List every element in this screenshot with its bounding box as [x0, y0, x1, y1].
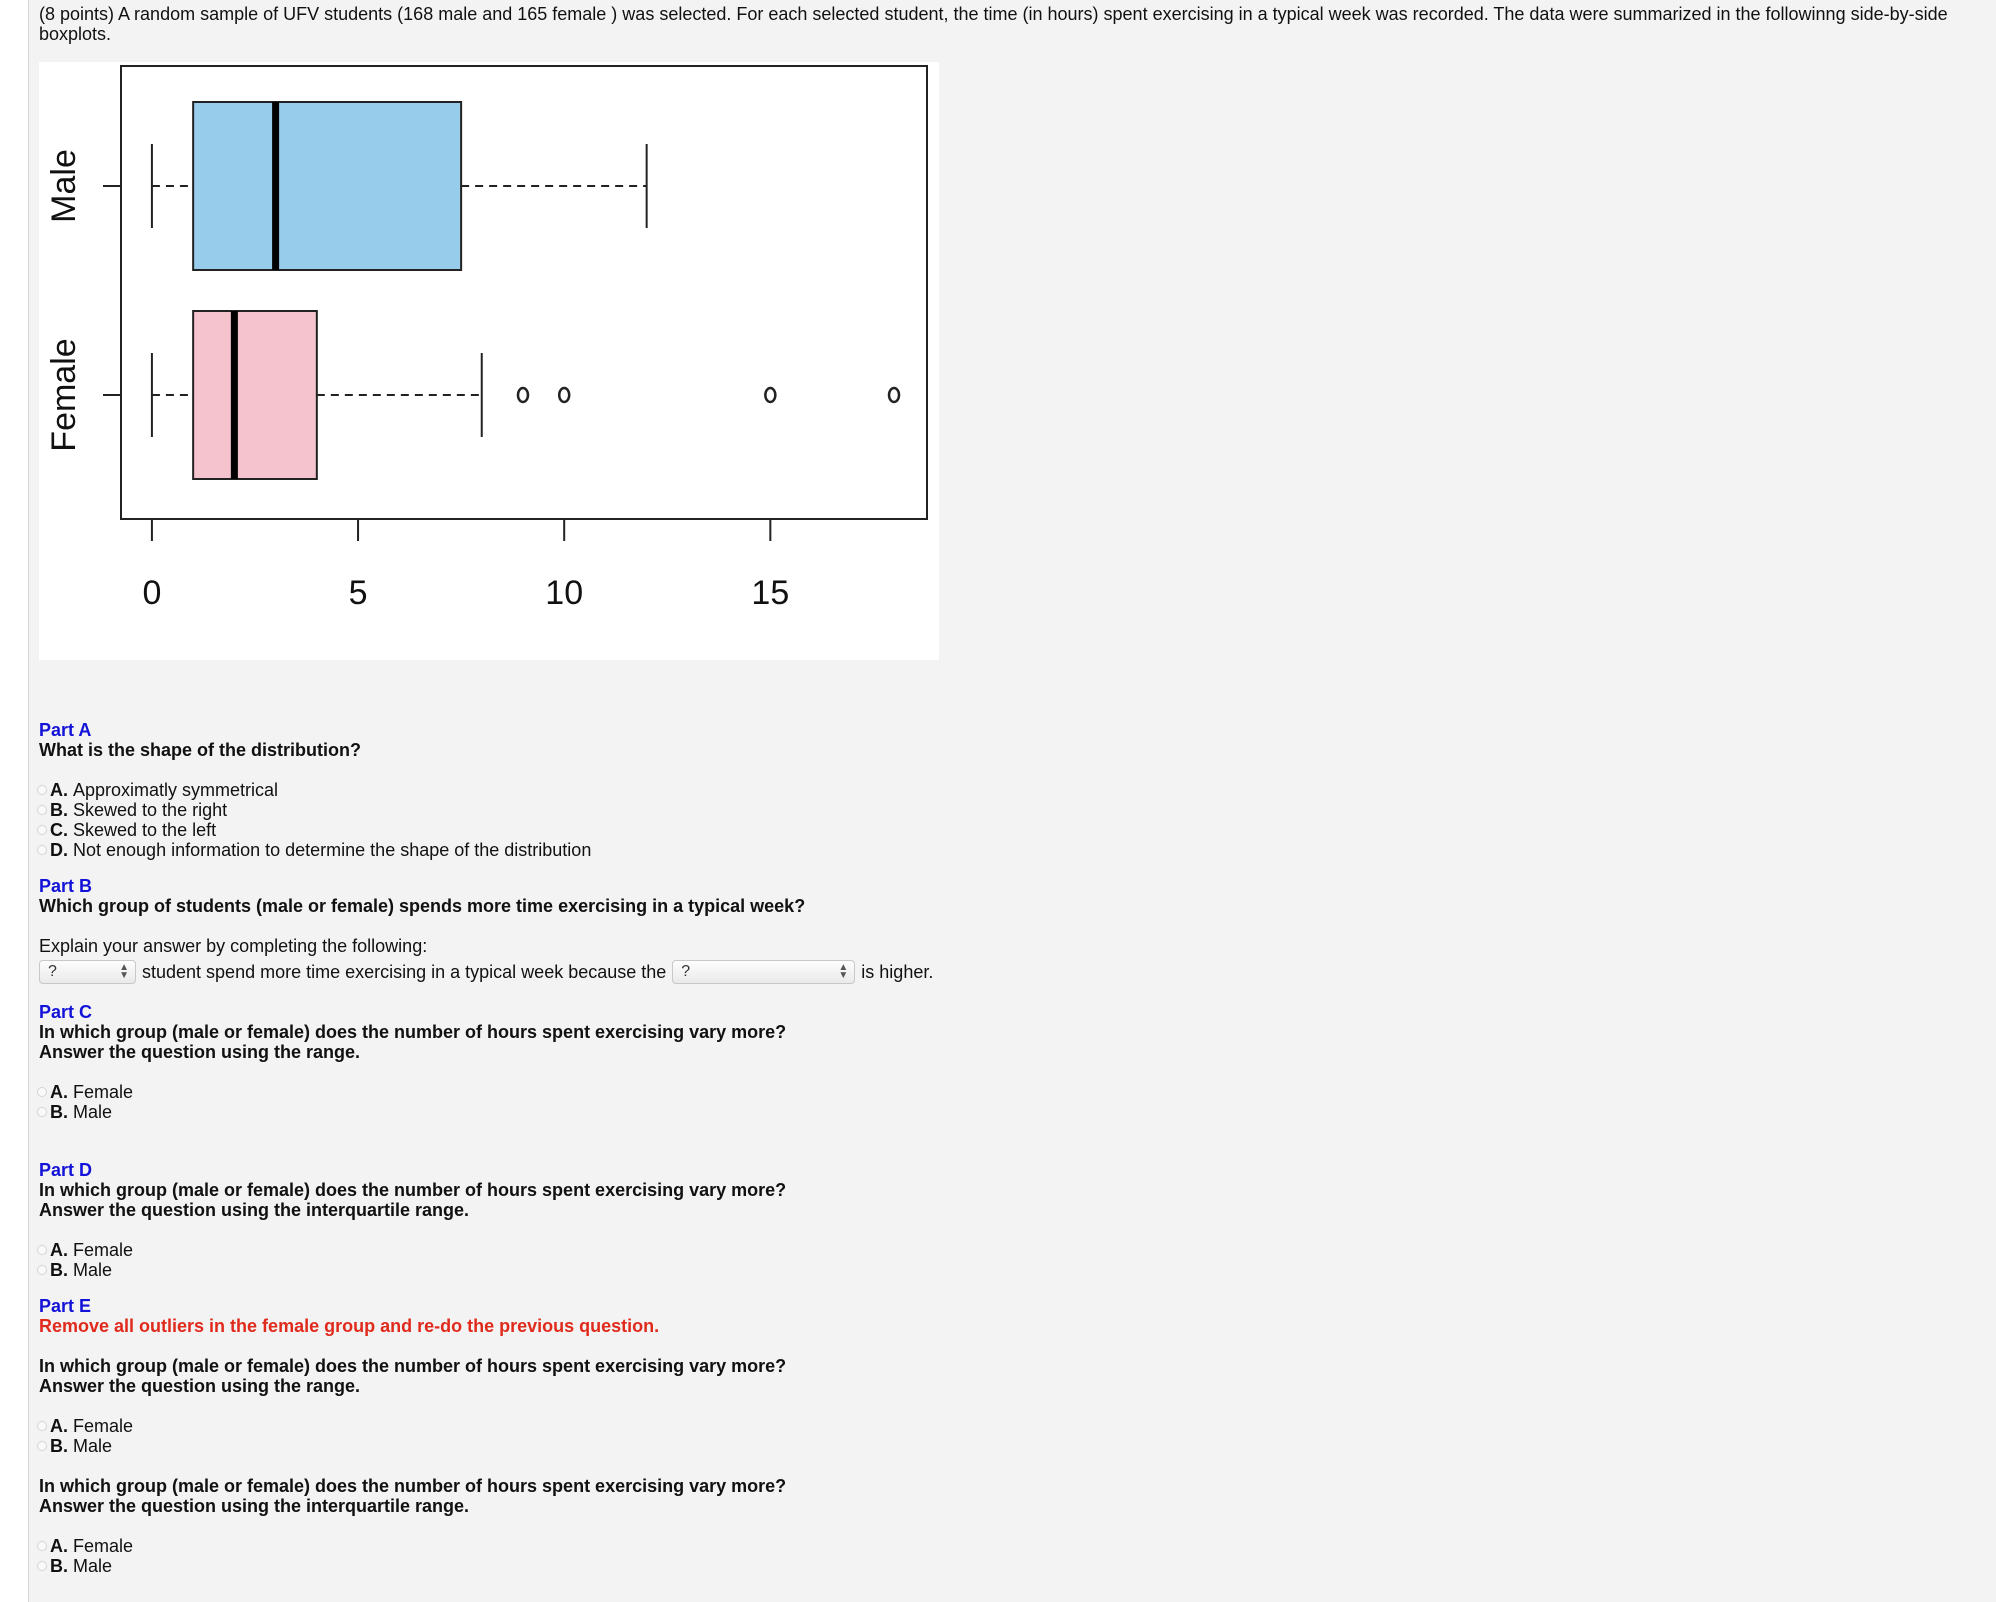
radio-button[interactable]: [37, 825, 47, 835]
female-outlier-point: [518, 388, 528, 402]
option-d[interactable]: [37, 840, 1989, 860]
male-category-label: Male: [45, 149, 83, 223]
option-letter: A.: [50, 1536, 68, 1556]
option-text: Female: [73, 1416, 134, 1436]
option-a[interactable]: [37, 1416, 1989, 1436]
part-e-question-2: In which group (male or female) does the number of hours spent exercising vary more?: [39, 1476, 787, 1496]
option-letter: B.: [50, 1556, 68, 1576]
part-e-question-1: In which group (male or female) does the number of hours spent exercising vary more?: [39, 1356, 787, 1376]
radio-button[interactable]: [37, 1087, 47, 1097]
radio-button[interactable]: [37, 1421, 47, 1431]
option-letter: A.: [50, 780, 68, 800]
option-letter: B.: [50, 1436, 68, 1456]
part-e-options-1: [39, 1416, 1989, 1456]
option-a[interactable]: [37, 780, 1989, 800]
group-select[interactable]: [39, 960, 136, 984]
part-e: [39, 1296, 1989, 1576]
option-text: Male: [73, 1436, 113, 1456]
option-text: Female: [73, 1240, 134, 1260]
question-intro: (8 points) A random sample of UFV students (168 male and 165 female ) was selected. For each selected student, the time (in hours) spent exercising in a typical week was recorded. The data were summarized in the followinng side-by-side boxplots.: [39, 4, 1948, 44]
part-d: [39, 1160, 1989, 1280]
option-a[interactable]: [37, 1536, 1989, 1556]
part-e-question-2-note: Answer the question using the interquartile range.: [39, 1496, 470, 1516]
x-axis-tick-label: 0: [142, 574, 162, 612]
option-b[interactable]: [37, 1436, 1989, 1456]
option-text: Approximatly symmetrical: [73, 780, 279, 800]
option-letter: B.: [50, 800, 68, 820]
option-b[interactable]: [37, 800, 1989, 820]
radio-button[interactable]: [37, 805, 47, 815]
part-b-title: Part B: [39, 876, 93, 896]
option-text: Skewed to the left: [73, 820, 217, 840]
part-c-question-note: Answer the question using the range.: [39, 1042, 361, 1062]
x-axis-tick-label: 15: [751, 574, 790, 612]
part-d-options: [39, 1240, 1989, 1280]
radio-button[interactable]: [37, 1265, 47, 1275]
part-e-instruction: Remove all outliers in the female group and re-do the previous question.: [39, 1316, 660, 1336]
option-letter: B.: [50, 1102, 68, 1122]
x-axis-tick-label: 5: [348, 574, 368, 612]
option-letter: A.: [50, 1240, 68, 1260]
option-text: Female: [73, 1082, 134, 1102]
statistic-select-value: ?: [681, 963, 691, 980]
option-b[interactable]: [37, 1260, 1989, 1280]
option-letter: D.: [50, 840, 68, 860]
boxplot-chart: [39, 62, 939, 660]
part-c: [39, 1002, 1989, 1122]
part-c-question: In which group (male or female) does the number of hours spent exercising vary more?: [39, 1022, 787, 1042]
part-d-question-note: Answer the question using the interquartile range.: [39, 1200, 470, 1220]
option-b[interactable]: [37, 1102, 1989, 1122]
part-c-options: [39, 1082, 1989, 1122]
part-b-middle-text: student spend more time exercising in a typical week because the: [142, 961, 667, 982]
boxplot-figure: [39, 62, 939, 660]
x-axis-tick-label: 10: [545, 574, 584, 612]
female-outlier-point: [559, 388, 569, 402]
radio-button[interactable]: [37, 1441, 47, 1451]
select-arrows-icon: ▲ ▼: [119, 962, 129, 981]
radio-button[interactable]: [37, 785, 47, 795]
part-e-title: Part E: [39, 1296, 92, 1316]
part-b-fill-row: [39, 958, 1989, 986]
part-a: [39, 720, 1989, 860]
group-select-value: ?: [48, 963, 57, 980]
female-outlier-point: [765, 388, 775, 402]
option-text: Male: [73, 1260, 113, 1280]
option-b[interactable]: [37, 1556, 1989, 1576]
question-page: [28, 0, 1996, 1602]
option-letter: A.: [50, 1416, 68, 1436]
radio-button[interactable]: [37, 1561, 47, 1571]
male-box: [193, 102, 461, 270]
female-category-label: Female: [45, 338, 83, 452]
option-letter: A.: [50, 1082, 68, 1102]
female-outlier-point: [889, 388, 899, 402]
option-text: Male: [73, 1556, 113, 1576]
part-e-question-1-note: Answer the question using the range.: [39, 1376, 361, 1396]
part-a-question: What is the shape of the distribution?: [39, 740, 361, 760]
part-d-title: Part D: [39, 1160, 93, 1180]
option-letter: C.: [50, 820, 68, 840]
option-text: Male: [73, 1102, 113, 1122]
female-box: [193, 311, 317, 479]
option-a[interactable]: [37, 1240, 1989, 1260]
select-arrows-icon: ▲ ▼: [838, 962, 849, 981]
radio-button[interactable]: [37, 845, 47, 855]
part-b-question: Which group of students (male or female) spends more time exercising in a typical week?: [39, 896, 806, 916]
option-a[interactable]: [37, 1082, 1989, 1102]
part-c-title: Part C: [39, 1002, 93, 1022]
part-d-question: In which group (male or female) does the number of hours spent exercising vary more?: [39, 1180, 787, 1200]
part-b-end-text: is higher.: [861, 961, 934, 982]
part-b: [39, 876, 1989, 986]
option-letter: B.: [50, 1260, 68, 1280]
part-e-options-2: [39, 1536, 1989, 1576]
radio-button[interactable]: [37, 1245, 47, 1255]
radio-button[interactable]: [37, 1107, 47, 1117]
statistic-select[interactable]: [672, 960, 855, 984]
option-text: Skewed to the right: [73, 800, 228, 820]
option-text: Female: [73, 1536, 134, 1556]
part-a-options: [39, 780, 1989, 860]
option-text: Not enough information to determine the shape of the distribution: [73, 840, 592, 860]
part-a-title: Part A: [39, 720, 92, 740]
option-c[interactable]: [37, 820, 1989, 840]
question-content: [39, 4, 1989, 1576]
radio-button[interactable]: [37, 1541, 47, 1551]
part-b-explain: Explain your answer by completing the following:: [39, 936, 428, 956]
